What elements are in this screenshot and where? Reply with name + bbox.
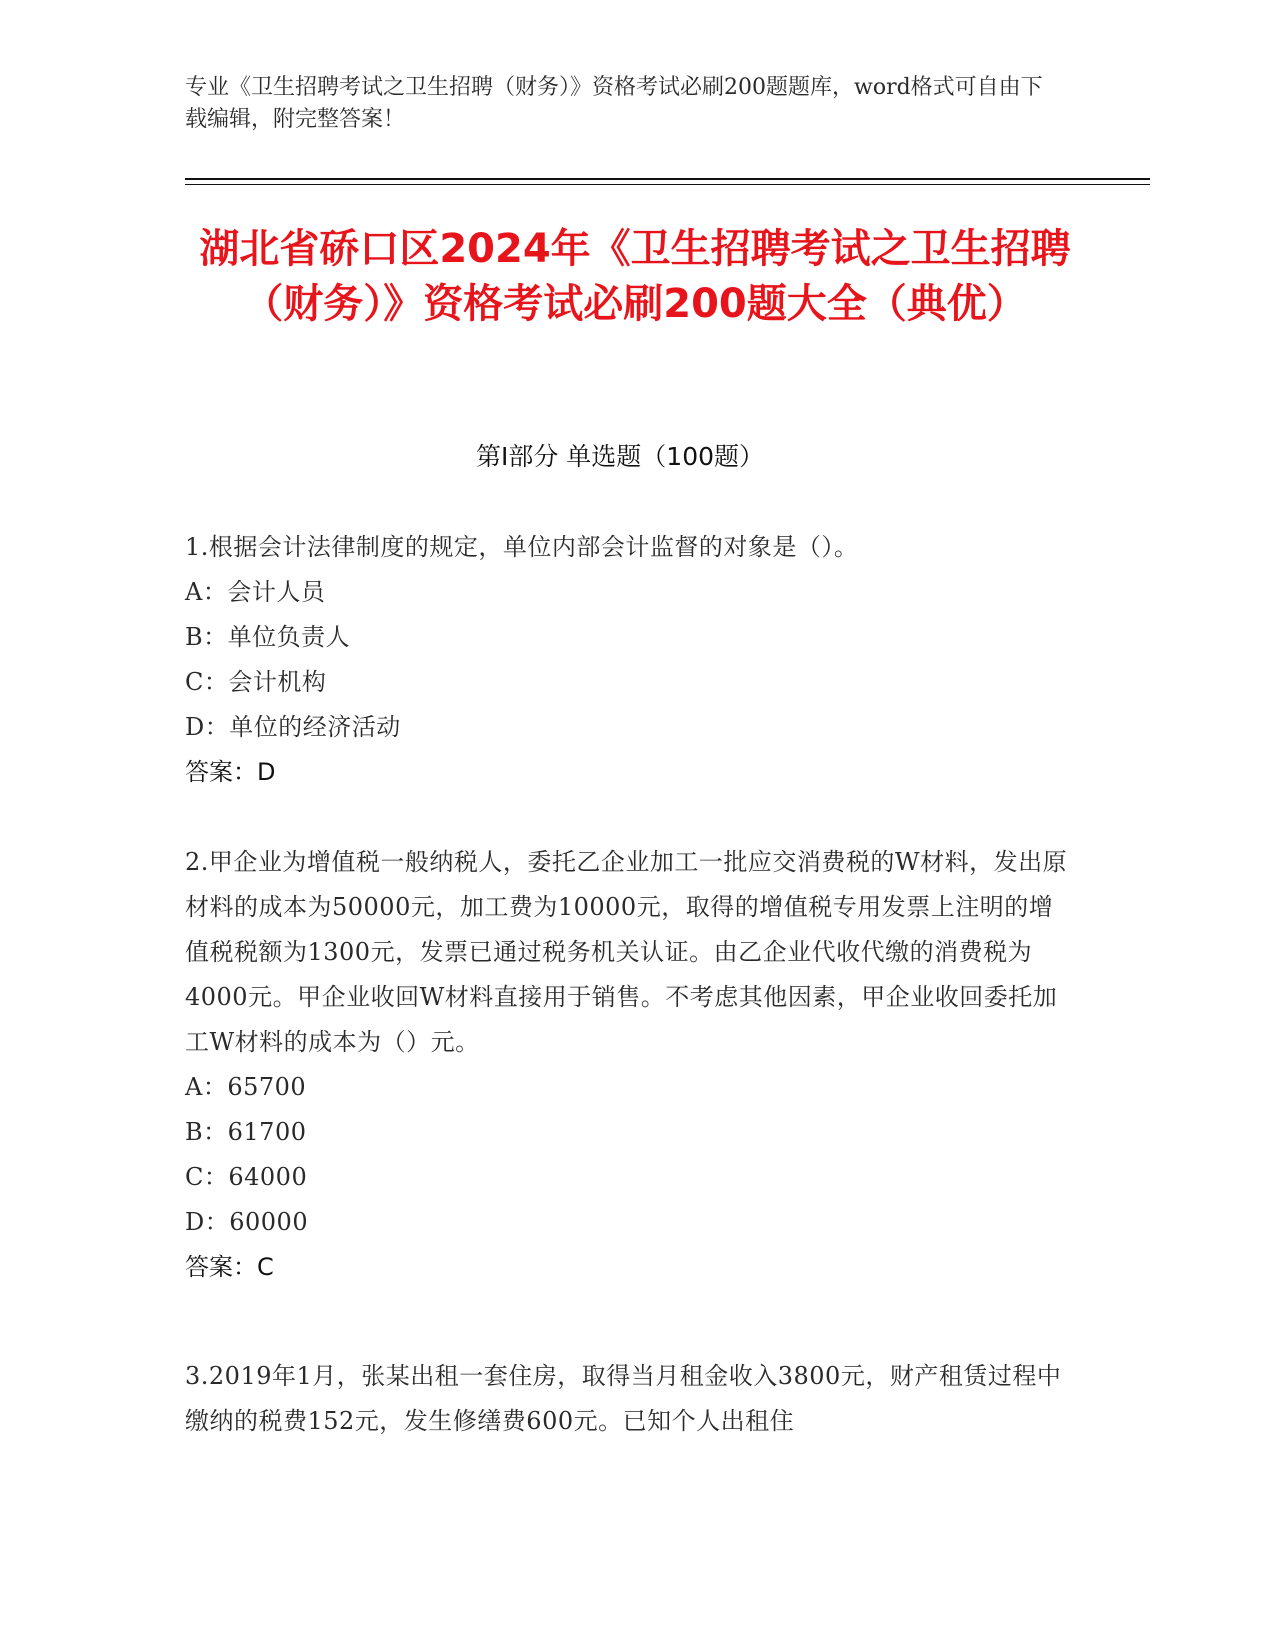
option-d: D：60000 [185, 1208, 309, 1236]
question-stem: 3.2019年1月，张某出租一套住房，取得当月租金收入3800元，财产租赁过程中缴纳的税费152元，发生修缮费600元。已知个人出租住 [185, 1362, 1062, 1435]
option-c: C：会计机构 [185, 668, 327, 696]
question-stem: 2.甲企业为增值税一般纳税人，委托乙企业加工一批应交消费税的W材料，发出原材料的成本为50000元，加工费为10000元，取得的增值税专用发票上注明的增值税税额为1300元，发票已通过税务机关认证。由乙企业代收代缴的消费税为4000元。甲企业收回W材料直接用于销售。不考虑其他因素，甲企业收回委托加工W材料的成本为（）元。 [185, 848, 1068, 1056]
question-1 [185, 525, 1070, 795]
option-d: D：单位的经济活动 [185, 713, 401, 741]
question-stem: 1.根据会计法律制度的规定，单位内部会计监督的对象是（）。 [185, 533, 859, 561]
option-b: B：单位负责人 [185, 623, 351, 651]
document-title: 湖北省硚口区2024年《卫生招聘考试之卫生招聘（财务）》资格考试必刷200题大全（典优） [199, 226, 1071, 327]
option-a: A：65700 [185, 1073, 307, 1101]
answer: 答案：C [185, 1253, 274, 1281]
option-b: B：61700 [185, 1118, 307, 1146]
option-a: A：会计人员 [185, 578, 326, 606]
question-2 [185, 840, 1070, 1290]
option-c: C：64000 [185, 1163, 308, 1191]
question-3 [185, 1354, 1070, 1444]
header-divider-thin [185, 184, 1150, 185]
document-intro: 专业《卫生招聘考试之卫生招聘（财务）》资格考试必刷200题题库，word格式可自由下载编辑，附完整答案！ [185, 75, 1043, 132]
header-divider-thick [185, 178, 1150, 180]
answer: 答案：D [185, 758, 276, 786]
section-title: 第Ⅰ部分 单选题（100题） [475, 442, 765, 471]
